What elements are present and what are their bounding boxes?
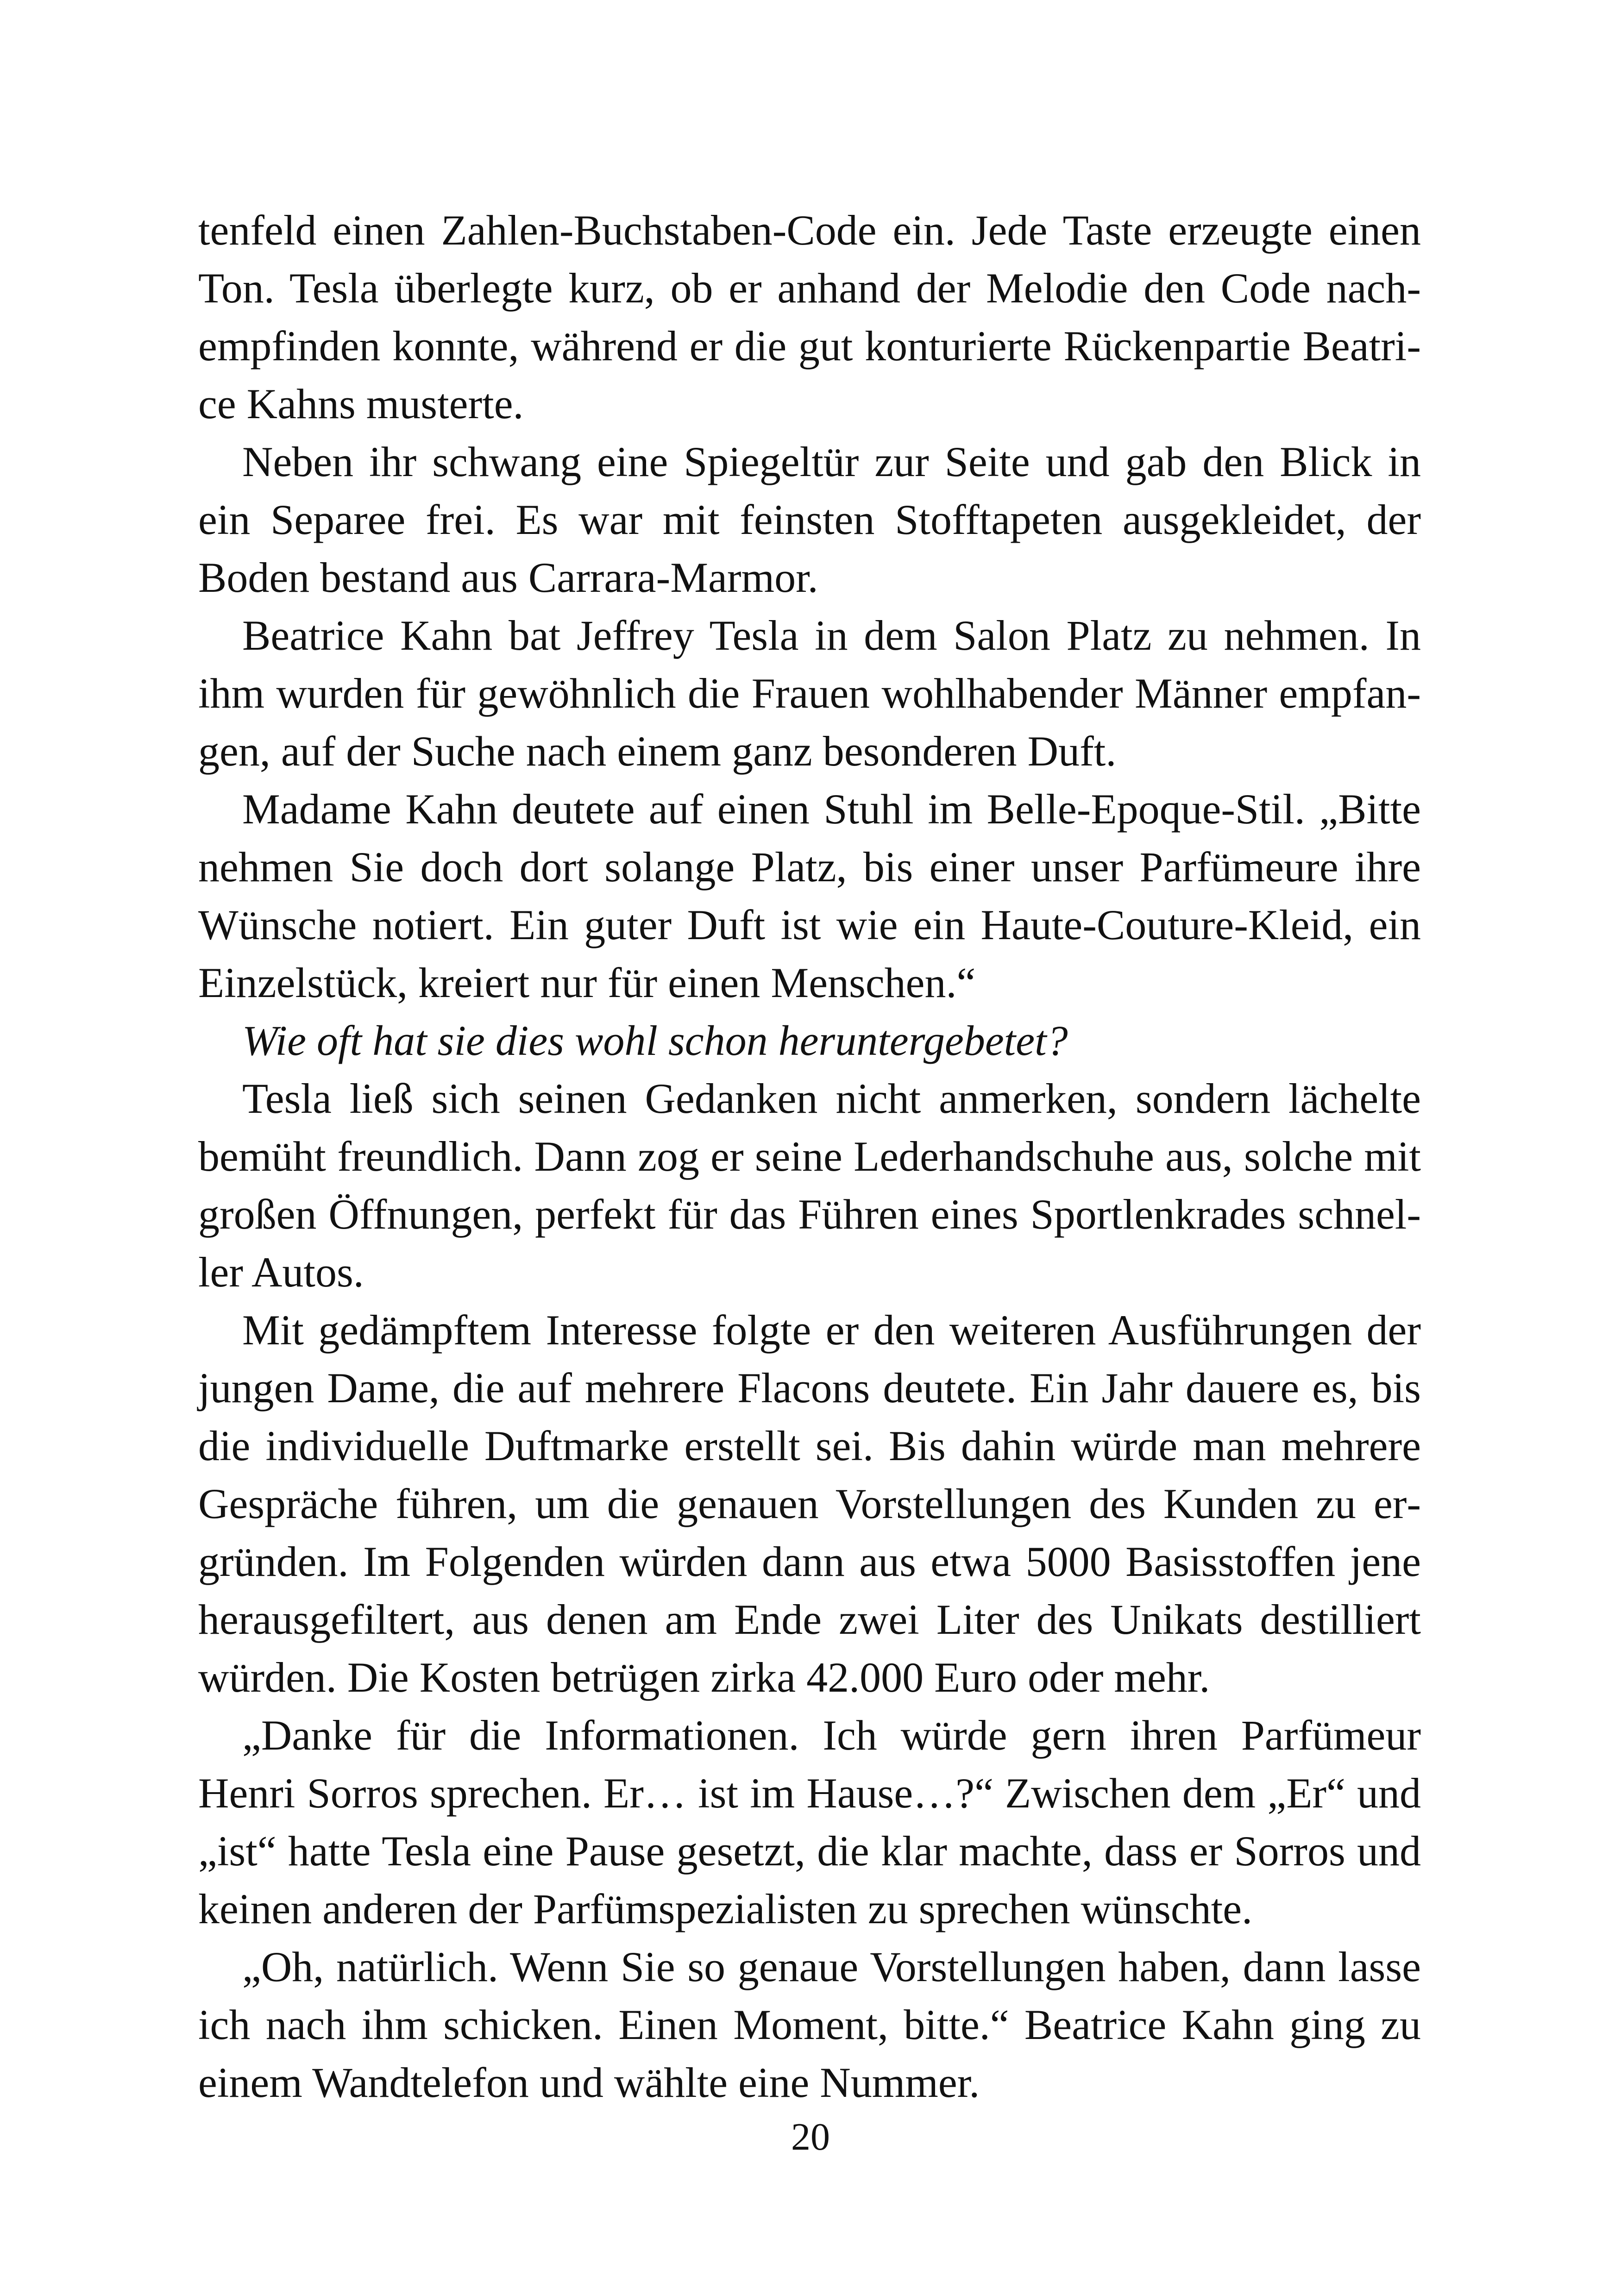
paragraph-italic-thought: Wie oft hat sie dies wohl schon heruntergebetet? (242, 1017, 1068, 1064)
page-number: 20 (791, 2115, 830, 2158)
paragraph: „Danke für die Informationen. Ich würde gern ihren Parfümeur Henri Sorros sprechen. Er… ist im Hause…?“ Zwischen dem „Er“ und „ist“ hatte Tesla eine Pause gesetzt, die klar machte, dass er Sorros und keinen anderen der Parfümspezialisten zu sprechen wünschte. (198, 1712, 1421, 1932)
paragraph: Tesla ließ sich seinen Gedanken nicht anmerken, sondern lächelte bemüht freundlich. Dann zog er seine Lederhandschuhe aus, solche mit großen Öffnungen, perfekt für das Führen eines Sportlenkrades schneller Autos. (198, 1075, 1421, 1296)
paragraph-continued: tenfeld einen Zahlen-Buchstaben-Code ein. Jede Taste erzeugte einen Ton. Tesla überlegte kurz, ob er anhand der Melodie den Code nachempfinden konnte, während er die gut konturierte Rückenpartie Beatrice Kahns musterte. (198, 207, 1421, 427)
paragraph: Madame Kahn deutete auf einen Stuhl im Belle-Epoque-Stil. „Bitte nehmen Sie doch dort solange Platz, bis einer unser Parfümeure ihre Wünsche notiert. Ein guter Duft ist wie ein Haute-Couture-Kleid, ein Einzelstück, kreiert nur für einen Menschen.“ (198, 785, 1421, 1006)
paragraph: Beatrice Kahn bat Jeffrey Tesla in dem Salon Platz zu nehmen. In ihm wurden für gewöhnlich die Frauen wohlhabender Männer empfangen, auf der Suche nach einem ganz besonderen Duft. (198, 612, 1421, 775)
paragraph: „Oh, natürlich. Wenn Sie so genaue Vorstellungen haben, dann lasse ich nach ihm schicken. Einen Moment, bitte.“ Beatrice Kahn ging zu einem Wandtelefon und wählte eine Nummer. (198, 1943, 1421, 2106)
paragraph: Neben ihr schwang eine Spiegeltür zur Seite und gab den Blick in ein Separee frei. Es war mit feinsten Stofftapeten ausgekleidet, der Boden bestand aus Carrara-Marmor. (198, 438, 1421, 601)
body-text (198, 201, 1421, 2112)
paragraph: Mit gedämpftem Interesse folgte er den weiteren Ausführungen der jungen Dame, die auf mehrere Flacons deutete. Ein Jahr dauere es, bis die individuelle Duftmarke erstellt sei. Bis dahin würde man mehrere Gespräche führen, um die genauen Vorstellungen des Kunden zu ergründen. Im Folgenden würden dann aus etwa 5000 Basisstoffen jene herausgefiltert, aus denen am Ende zwei Liter des Unikats destilliert würden. Die Kosten betrügen zirka 42.000 Euro oder mehr. (198, 1306, 1421, 1701)
